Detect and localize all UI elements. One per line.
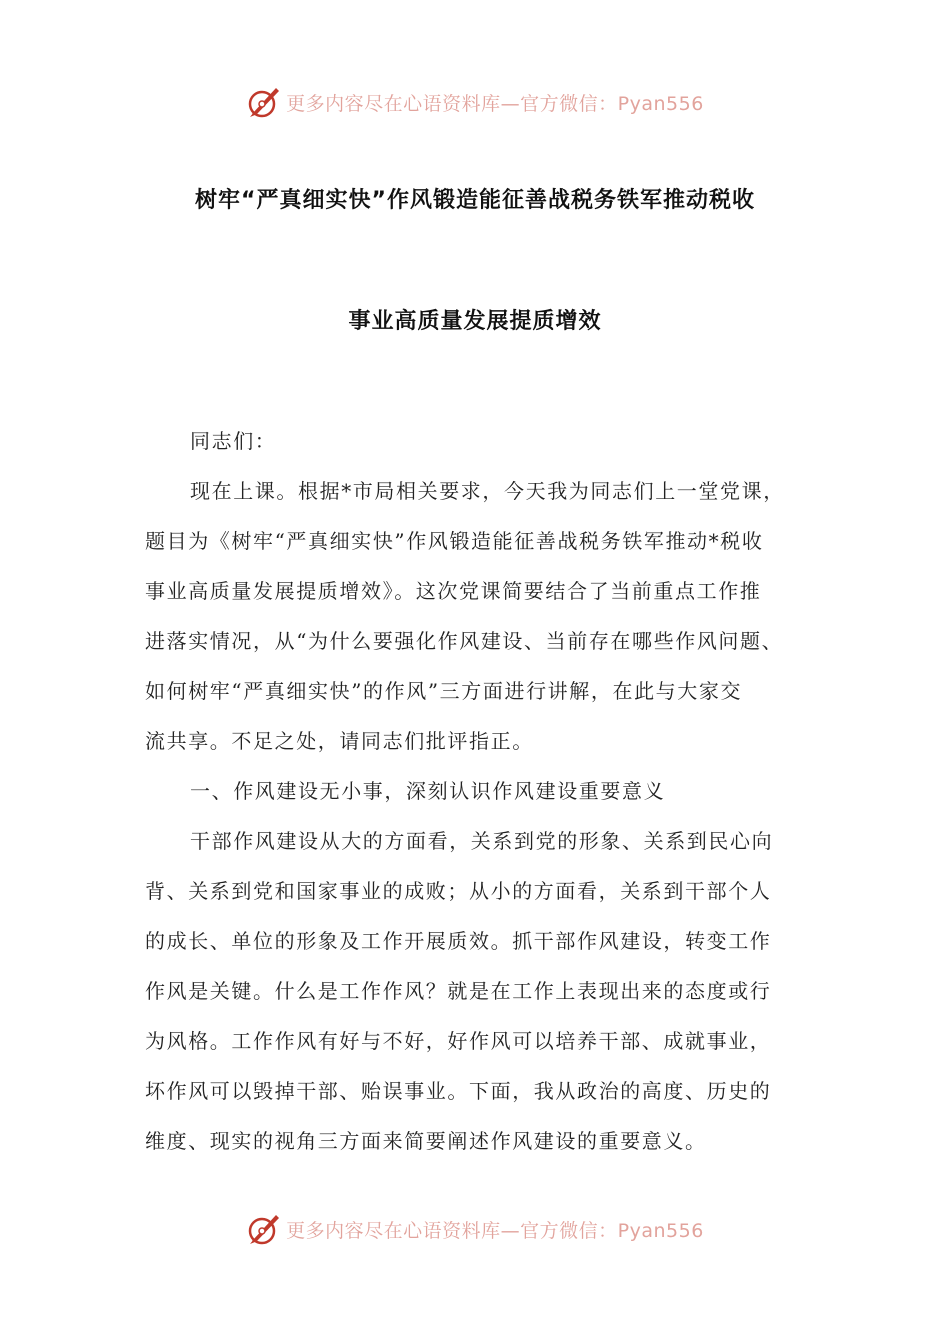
section-heading: 一、作风建设无小事，深刻认识作风建设重要意义	[190, 779, 666, 803]
paragraph-line: 如何树牢“严真细实快”的作风”三方面进行讲解，在此与大家交	[145, 679, 743, 703]
paragraph-line: 的成长、单位的形象及工作开展质效。抓干部作风建设，转变工作	[145, 929, 772, 953]
paragraph-line: 事业高质量发展提质增效》。这次党课简要结合了当前重点工作推	[145, 579, 762, 603]
paragraph-line: 题目为《树牢“严真细实快”作风锻造能征善战税务铁军推动*税收	[145, 529, 764, 553]
watermark-text: 更多内容尽在心语资料库—官方微信：Pyan556	[286, 1219, 704, 1242]
paragraph-line: 为风格。工作作风有好与不好，好作风可以培养干部、成就事业，	[145, 1029, 772, 1053]
paragraph-line: 干部作风建设从大的方面看，关系到党的形象、关系到民心向	[190, 829, 774, 853]
paragraph-line: 维度、现实的视角三方面来简要阐述作风建设的重要意义。	[145, 1129, 707, 1153]
footer-watermark	[0, 1209, 950, 1249]
header-watermark	[0, 82, 950, 122]
page-title-line-1: 树牢“严真细实快”作风锻造能征善战税务铁军推动税收	[195, 188, 755, 213]
paragraph-line: 进落实情况，从“为什么要强化作风建设、当前存在哪些作风问题、	[145, 629, 784, 653]
watermark-text: 更多内容尽在心语资料库—官方微信：Pyan556	[286, 92, 704, 115]
paragraph-line: 背、关系到党和国家事业的成败；从小的方面看，关系到干部个人	[145, 879, 772, 903]
page-title-line-2: 事业高质量发展提质增效	[348, 309, 602, 334]
quill-pen-logo-icon	[246, 1211, 282, 1247]
document-body	[145, 416, 825, 1166]
paragraph-line: 坏作风可以毁掉干部、贻误事业。下面，我从政治的高度、历史的	[145, 1079, 772, 1103]
quill-pen-logo-icon	[246, 84, 282, 120]
paragraph-line: 作风是关键。什么是工作作风？就是在工作上表现出来的态度或行	[145, 979, 772, 1003]
salutation: 同志们：	[190, 429, 277, 453]
paragraph-line: 现在上课。根据*市局相关要求，今天我为同志们上一堂党课，	[190, 479, 785, 503]
paragraph-line: 流共享。不足之处，请同志们批评指正。	[145, 729, 534, 753]
